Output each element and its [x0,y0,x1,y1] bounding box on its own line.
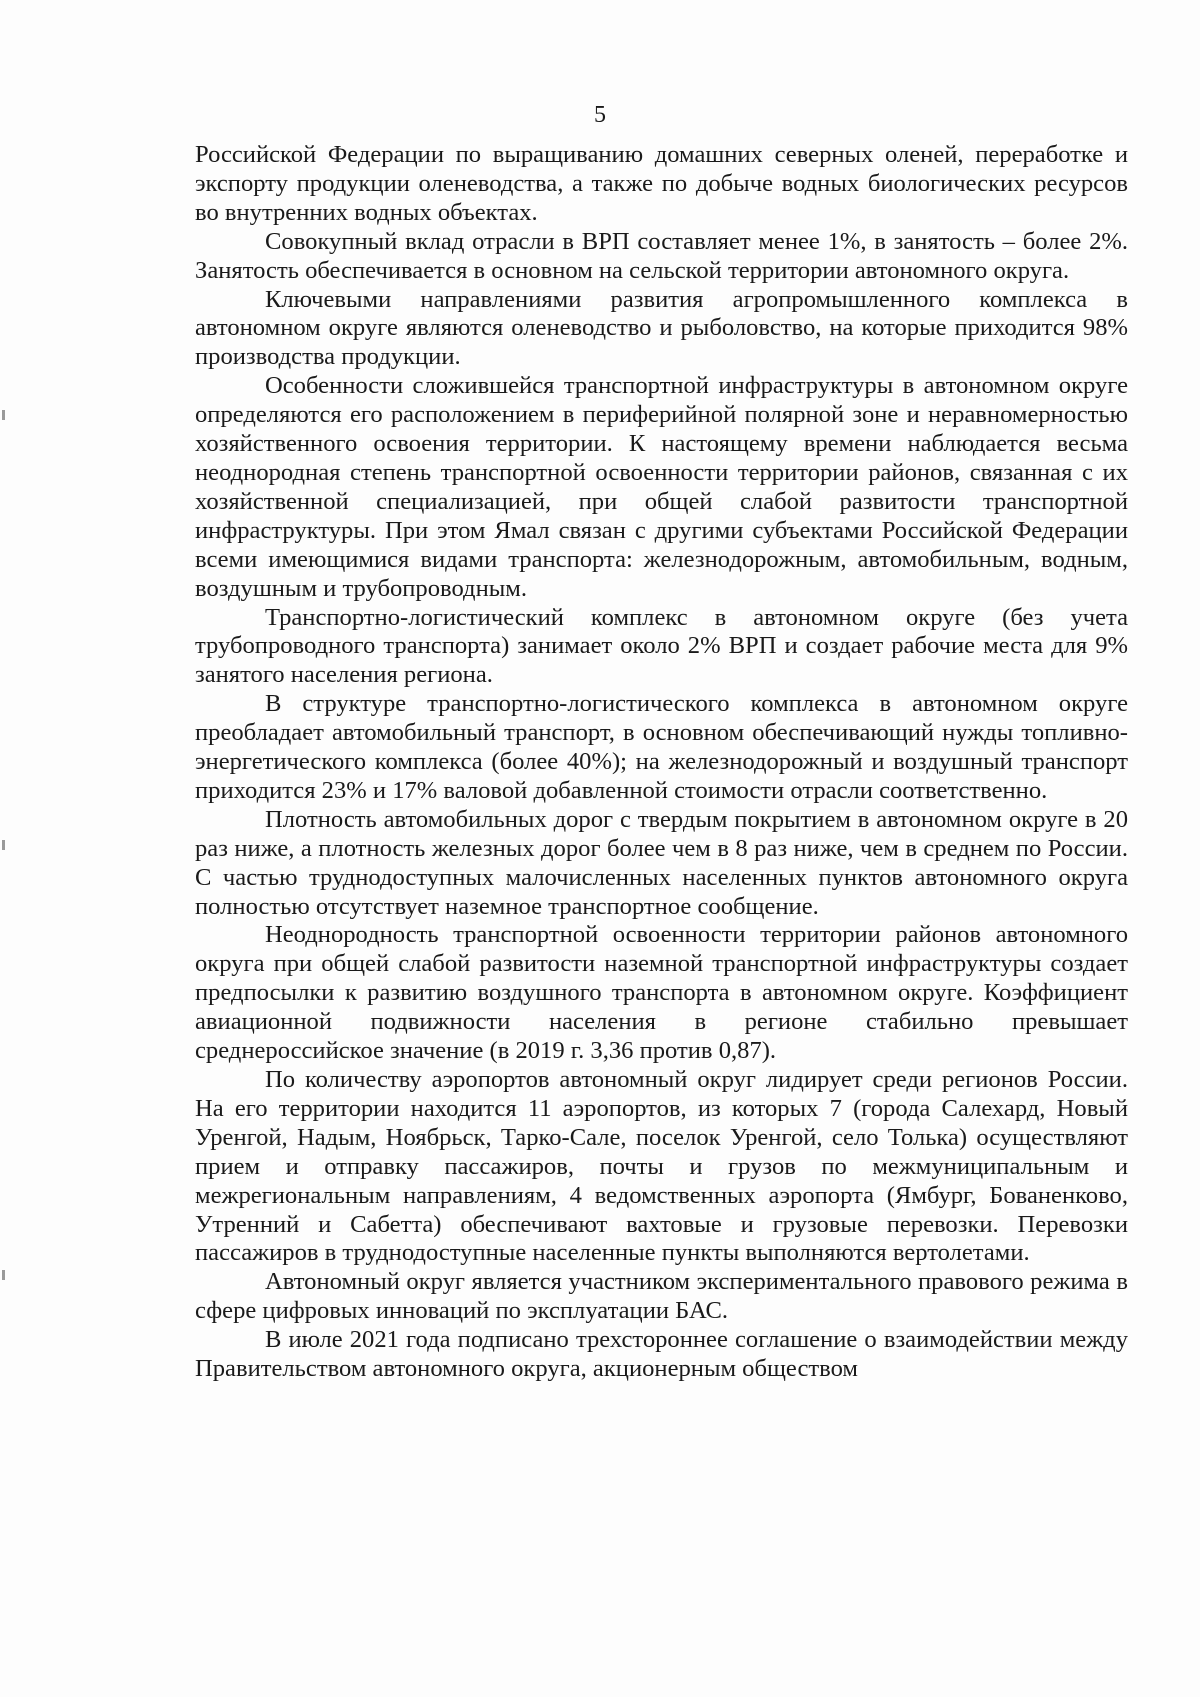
paragraph: В структуре транспортно-логистического комплекса в автономном округе преобладает автомобильный транспорт, в основном обеспечивающий нужды топливно-энергетического комплекса (более 40%); на железнодорожный и воздушный транспорт приходится 23% и 17% валовой добавленной стоимости отрасли соответственно. [195,690,1128,804]
scan-margin-mark [2,840,5,850]
paragraph: Неоднородность транспортной освоенности территории районов автономного округа при общей слабой развитости наземной транспортной инфраструктуры создает предпосылки к развитию воздушного транспорта в автономном округе. Коэффициент авиационной подвижности населения в регионе стабильно превышает среднероссийское значение (в 2019 г. 3,36 против 0,87). [195,921,1128,1065]
scan-margin-mark [2,1270,5,1280]
paragraph: Совокупный вклад отрасли в ВРП составляет менее 1%, в занятость – более 2%. Занятость обеспечивается в основном на сельской территории автономного округа. [195,227,1128,284]
paragraph: Транспортно-логистический комплекс в автономном округе (без учета трубопроводного транспорта) занимает около 2% ВРП и создает рабочие места для 9% занятого населения региона. [195,603,1128,689]
paragraph: Особенности сложившейся транспортной инфраструктуры в автономном округе определяются его расположением в периферийной полярной зоне и неравномерностью хозяйственного освоения территории. К настоящему времени наблюдается весьма неоднородная степень транспортной освоенности территории районов, связанная с их хозяйственной специализацией, при общей слабой развитости транспортной инфраструктуры. При этом Ямал связан с другими субъектами Российской Федерации всеми имеющимися видами транспорта: железнодорожным, автомобильным, водным, воздушным и трубопроводным. [195,372,1128,602]
scan-margin-mark [2,410,5,420]
paragraph: По количеству аэропортов автономный округ лидирует среди регионов России. На его территории находится 11 аэропортов, из которых 7 (города Салехард, Новый Уренгой, Надым, Ноябрьск, Тарко-Сале, поселок Уренгой, село Толька) осуществляют прием и отправку пассажиров, почты и грузов по межмуниципальным и межрегиональным направлениям, 4 ведомственных аэропорта (Ямбург, Бованенково, Утренний и Сабетта) обеспечивают вахтовые и грузовые перевозки. Перевозки пассажиров в труднодоступные населенные пункты выполняются вертолетами. [195,1066,1128,1267]
document-body [195,141,1128,1384]
paragraph: Российской Федерации по выращиванию домашних северных оленей, переработке и экспорту продукции оленеводства, а также по добыче водных биологических ресурсов во внутренних водных объектах. [195,141,1128,226]
page-number: 5 [594,102,606,128]
paragraph: В июле 2021 года подписано трехстороннее соглашение о взаимодействии между Правительством автономного округа, акционерным обществом [195,1326,1128,1383]
paragraph: Автономный округ является участником экспериментального правового режима в сфере цифровых инноваций по эксплуатации БАС. [195,1268,1128,1325]
paragraph: Плотность автомобильных дорог с твердым покрытием в автономном округе в 20 раз ниже, а плотность железных дорог более чем в 8 раз ниже, чем в среднем по России. С частью труднодоступных малочисленных населенных пунктов автономного округа полностью отсутствует наземное транспортное сообщение. [195,805,1128,920]
paragraph: Ключевыми направлениями развития агропромышленного комплекса в автономном округе являются оленеводство и рыболовство, на которые приходится 98% производства продукции. [195,285,1128,371]
